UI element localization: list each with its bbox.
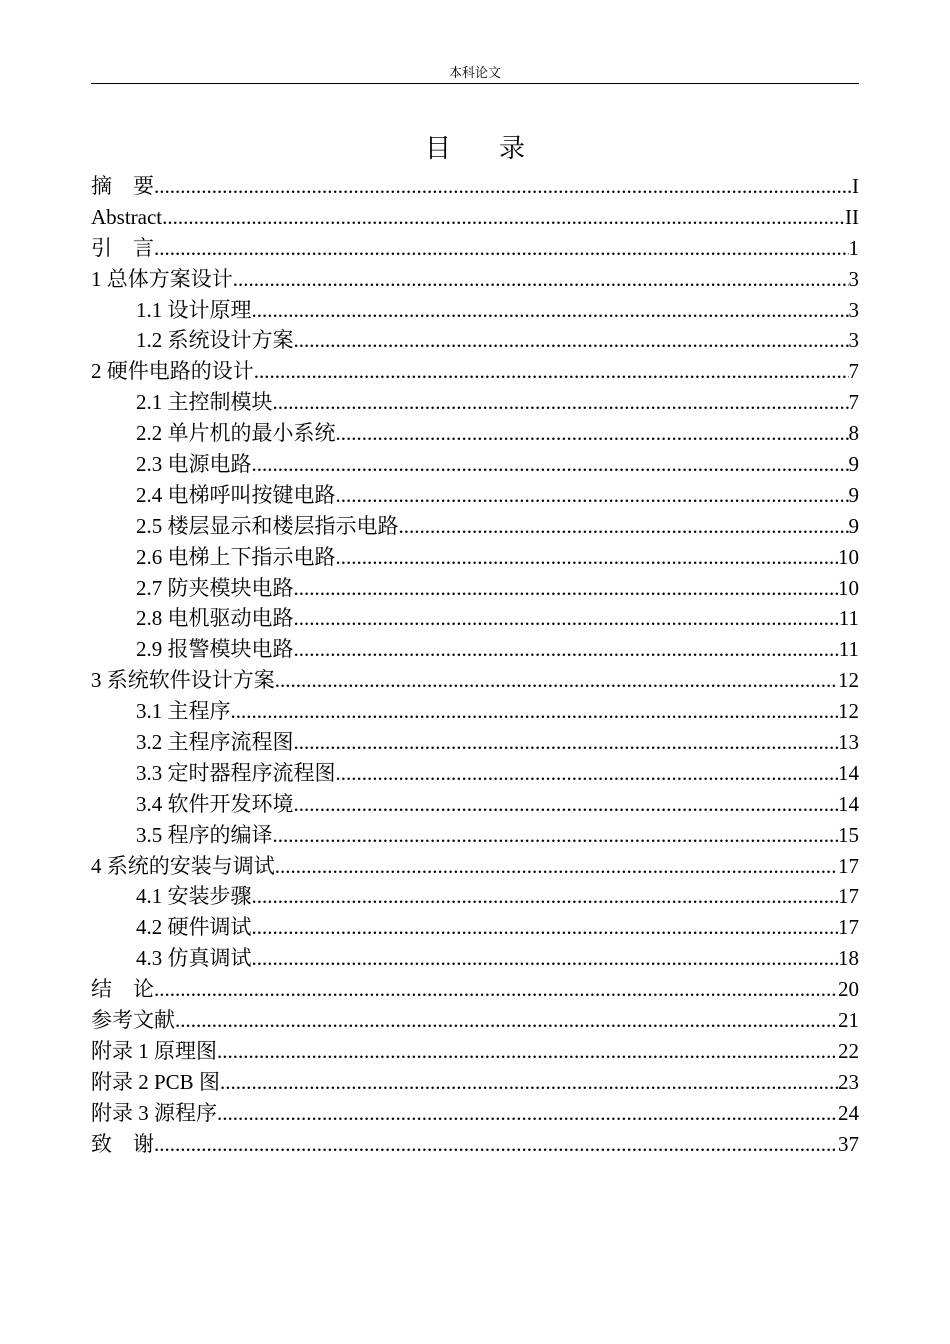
toc-entry-title: 2.2 单片机的最小系统 [136, 421, 336, 446]
toc-entry-title: 附录 3 源程序 [91, 1100, 217, 1125]
toc-entry-title: 2.3 电源电路 [136, 452, 252, 477]
toc-entry-title: 1 总体方案设计 [91, 266, 233, 291]
toc-entry-title: 摘 要 [91, 174, 154, 198]
dot-leader [231, 696, 839, 727]
toc-entry[interactable] [91, 295, 859, 326]
toc-entry-page: 21 [838, 1008, 859, 1033]
toc-entry-title: 3 系统软件设计方案 [91, 668, 275, 693]
toc-entry-page: 9 [848, 513, 859, 538]
dot-leader [399, 511, 849, 542]
toc-entry-title: 2.9 报警模块电路 [136, 637, 294, 662]
toc-entry-page: 9 [848, 452, 859, 477]
toc-entry-page: 14 [838, 791, 859, 816]
dot-leader [294, 789, 839, 820]
toc-entry-title: 3.4 软件开发环境 [136, 791, 294, 816]
toc-entry[interactable] [91, 881, 859, 912]
running-header: 本科论文 [448, 65, 501, 80]
toc-entry-title: Abstract [91, 204, 163, 229]
dot-leader [336, 480, 849, 511]
toc-entry-page: 1 [848, 235, 859, 260]
toc-entry-title: 附录 1 原理图 [91, 1038, 217, 1063]
toc-entry-page: 20 [838, 977, 859, 1002]
dot-leader [252, 943, 839, 974]
toc-entry-title: 4.2 硬件调试 [136, 915, 252, 940]
toc-entry[interactable] [91, 974, 859, 1005]
toc-entry-title: 3.5 程序的编译 [136, 822, 273, 847]
dot-leader [220, 1067, 838, 1098]
toc-entry-title: 参考文献 [91, 1008, 175, 1033]
toc-entry-title: 2 硬件电路的设计 [91, 359, 254, 384]
toc-entry-page: 3 [848, 266, 859, 291]
toc-entry[interactable] [91, 820, 859, 851]
toc-entry-title: 1.1 设计原理 [136, 297, 252, 322]
toc-entry-page: I [852, 174, 859, 198]
toc-entry[interactable] [91, 356, 859, 387]
dot-leader [336, 542, 839, 573]
toc-entry-page: 11 [838, 606, 859, 631]
dot-leader [275, 851, 838, 882]
dot-leader [233, 264, 849, 295]
toc-entry-title: 3.1 主程序 [136, 699, 231, 724]
toc-entry-page: 22 [838, 1038, 859, 1063]
toc-entry-title: 2.7 防夹模块电路 [136, 575, 294, 600]
toc-entry-page: 10 [838, 575, 859, 600]
toc-entry[interactable] [91, 325, 859, 356]
toc-entry[interactable] [91, 634, 859, 665]
toc-entry-page: 8 [848, 421, 859, 446]
toc-entry-page: 13 [838, 730, 859, 755]
toc-entry-title: 2.4 电梯呼叫按键电路 [136, 482, 336, 507]
toc-entry-title: 2.8 电机驱动电路 [136, 606, 294, 631]
toc-entry-title: 2.6 电梯上下指示电路 [136, 544, 336, 569]
toc-entry-page: 7 [848, 359, 859, 384]
toc-entry-page: 17 [838, 915, 859, 940]
toc-entry[interactable] [91, 1036, 859, 1067]
toc-entry-title: 2.5 楼层显示和楼层指示电路 [136, 513, 399, 538]
toc-entry-title: 致 谢 [91, 1131, 154, 1156]
toc-entry-page: 23 [838, 1069, 859, 1094]
toc-entry-page: 10 [838, 544, 859, 569]
toc-entry-page: 9 [848, 482, 859, 507]
toc-entry[interactable] [91, 1005, 859, 1036]
dot-leader [217, 1036, 838, 1067]
toc-entry-page: 12 [838, 668, 859, 693]
toc-entry[interactable] [91, 758, 859, 789]
dot-leader [294, 727, 839, 758]
toc-entry[interactable] [91, 480, 859, 511]
dot-leader [294, 634, 839, 665]
toc-entry[interactable] [91, 1098, 859, 1129]
toc-entry[interactable] [91, 696, 859, 727]
toc-entry[interactable] [91, 202, 859, 233]
toc-entry[interactable] [91, 264, 859, 295]
toc-entry-page: 24 [838, 1100, 859, 1125]
toc-entry-page: 37 [838, 1131, 859, 1156]
toc-entry-title: 4 系统的安装与调试 [91, 853, 275, 878]
toc-entry[interactable] [91, 943, 859, 974]
dot-leader [252, 881, 839, 912]
toc-entry[interactable] [91, 851, 859, 882]
dot-leader [217, 1098, 838, 1129]
dot-leader [154, 171, 852, 202]
toc-entry-title: 4.1 安装步骤 [136, 884, 252, 909]
toc-title: 目录 [424, 134, 573, 164]
toc-entry[interactable] [91, 789, 859, 820]
toc-entry-title: 2.1 主控制模块 [136, 390, 273, 415]
dot-leader [273, 820, 839, 851]
toc-entry[interactable] [91, 171, 859, 202]
toc-entry-title: 引 言 [91, 235, 154, 260]
toc-entry[interactable] [91, 233, 859, 264]
dot-leader [154, 1129, 838, 1160]
dot-leader [275, 665, 838, 696]
toc-entry-page: 18 [838, 946, 859, 971]
toc-entry-title: 附录 2 PCB 图 [91, 1069, 220, 1094]
toc-entry[interactable] [91, 573, 859, 604]
dot-leader [154, 233, 849, 264]
toc-entry[interactable] [91, 511, 859, 542]
dot-leader [294, 573, 839, 604]
toc-entry-title: 结 论 [91, 977, 154, 1002]
dot-leader [336, 758, 839, 789]
table-of-contents [91, 171, 859, 1160]
toc-entry[interactable] [91, 603, 859, 634]
dot-leader [252, 295, 849, 326]
dot-leader [294, 603, 839, 634]
toc-entry[interactable] [91, 542, 859, 573]
toc-entry[interactable] [91, 449, 859, 480]
toc-entry-page: 7 [848, 390, 859, 415]
toc-entry-page: 11 [838, 637, 859, 662]
toc-entry-title: 3.3 定时器程序流程图 [136, 760, 336, 785]
toc-entry-page: 17 [838, 884, 859, 909]
dot-leader [254, 356, 849, 387]
toc-entry-title: 3.2 主程序流程图 [136, 730, 294, 755]
toc-entry-page: 3 [848, 297, 859, 322]
toc-entry-page: 14 [838, 760, 859, 785]
dot-leader [175, 1005, 838, 1036]
dot-leader [273, 387, 849, 418]
toc-entry-page: 17 [838, 853, 859, 878]
toc-entry[interactable] [91, 1067, 859, 1098]
dot-leader [252, 449, 849, 480]
dot-leader [336, 418, 849, 449]
toc-entry-title: 1.2 系统设计方案 [136, 328, 294, 353]
toc-entry[interactable] [91, 1129, 859, 1160]
toc-entry-page: II [845, 204, 859, 229]
toc-entry-page: 15 [838, 822, 859, 847]
header-rule [91, 83, 859, 84]
toc-entry-title: 4.3 仿真调试 [136, 946, 252, 971]
dot-leader [154, 974, 838, 1005]
toc-entry[interactable] [91, 665, 859, 696]
dot-leader [294, 325, 849, 356]
toc-entry-page: 12 [838, 699, 859, 724]
toc-entry[interactable] [91, 912, 859, 943]
dot-leader [252, 912, 839, 943]
toc-entry-page: 3 [848, 328, 859, 353]
toc-entry[interactable] [91, 727, 859, 758]
dot-leader [162, 202, 845, 233]
toc-entry[interactable] [91, 418, 859, 449]
toc-entry[interactable] [91, 387, 859, 418]
